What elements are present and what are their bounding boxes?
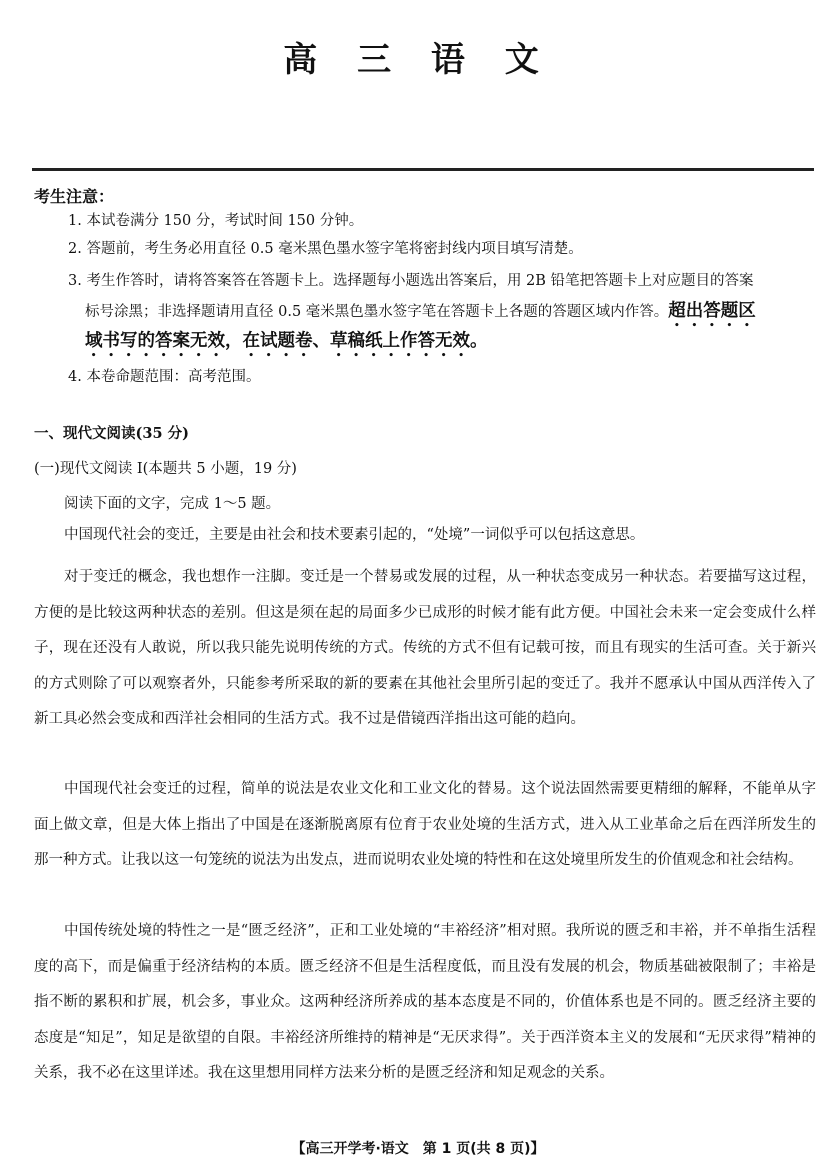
notice-item-3-line-3 xyxy=(68,326,820,356)
notice-emphasis-b: 域书写的答案无效，在试题卷、草稿纸上作答无效。 xyxy=(85,331,488,351)
notice-item-3 xyxy=(68,266,820,356)
page-footer: 【高三开学考·语文 第 1 页(共 8 页)】 xyxy=(291,1141,545,1157)
notice-item-4: 4. 本卷命题范围：高考范围。 xyxy=(68,369,261,385)
notice-heading: 考生注意： xyxy=(34,187,115,206)
passage-paragraph-1: 中国现代社会的变迁，主要是由社会和技术要素引起的，“处境”一词似乎可以包括这意思。 xyxy=(64,527,645,543)
notice-item-2: 2. 答题前，考生务必用直径 0.5 毫米黑色墨水签字笔将密封线内项目填写清楚。 xyxy=(68,241,583,257)
notice-item-1: 1. 本试卷满分 150 分，考试时间 150 分钟。 xyxy=(68,213,364,229)
passage-paragraph-3: 中国现代社会变迁的过程，简单的说法是农业文化和工业文化的替易。这个说法固然需要更精细的解释，不能单从字面上做文章，但是大体上指出了中国是在逐渐脱离原有位育于农业处境的生活方式，进入从工业革命之后在西洋所发生的那一种方式。让我以这一句笼统的说法为出发点，进而说明农业处境的特性和在这处境里所发生的价值观念和社会结构。 xyxy=(34,781,816,868)
header-divider xyxy=(32,168,814,171)
section-heading: 一、现代文阅读(35 分) xyxy=(34,425,189,442)
page-title: 高 三 语 文 xyxy=(283,40,553,80)
passage-paragraph-2: 对于变迁的概念，我也想作一注脚。变迁是一个替易或发展的过程，从一种状态变成另一种状态。若要描写这过程，方便的是比较这两种状态的差别。但这是须在起的局面多少已成形的时候才能有此方便。中国社会未来一定会变成什么样子，现在还没有人敢说，所以我只能先说明传统的方式。传统的方式不但有记载可按，而且有现实的生活可查。关于新兴的方式则除了可以观察者外，只能参考所采取的新的要素在其他社会里所引起的变迁了。我并不愿承认中国从西洋传入了新工具必然会变成和西洋社会相同的生活方式。我不过是借镜西洋指出这可能的趋向。 xyxy=(34,569,816,727)
reading-instruction: 阅读下面的文字，完成 1～5 题。 xyxy=(64,496,281,512)
notice-emphasis-a: 超出答题区 xyxy=(668,301,756,321)
subsection-heading: (一)现代文阅读 I(本题共 5 小题，19 分) xyxy=(34,461,297,477)
passage-paragraph-4: 中国传统处境的特性之一是“匮乏经济”，正和工业处境的“丰裕经济”相对照。我所说的匮乏和丰裕，并不单指生活程度的高下，而是偏重于经济结构的本质。匮乏经济不但是生活程度低，而且没有发展的机会，物质基础被限制了；丰裕是指不断的累积和扩展，机会多，事业众。这两种经济所养成的基本态度是不同的，价值体系也是不同的。匮乏经济主要的态度是“知足”，知足是欲望的自限。丰裕经济所维持的精神是“无厌求得”。关于西洋资本主义的发展和“无厌求得”精神的关系，我不必在这里详述。我在这里想用同样方法来分析的是匮乏经济和知足观念的关系。 xyxy=(34,923,816,1081)
notice-item-3-line-2 xyxy=(68,296,820,326)
notice-item-3-line-1: 3. 考生作答时，请将答案答在答题卡上。选择题每小题选出答案后，用 2B 铅笔把答题卡上对应题目的答案 xyxy=(68,273,754,289)
notice-item-3-text: 标号涂黑；非选择题请用直径 0.5 毫米黑色墨水签字笔在答题卡上各题的答题区域内作答。 xyxy=(85,304,669,320)
